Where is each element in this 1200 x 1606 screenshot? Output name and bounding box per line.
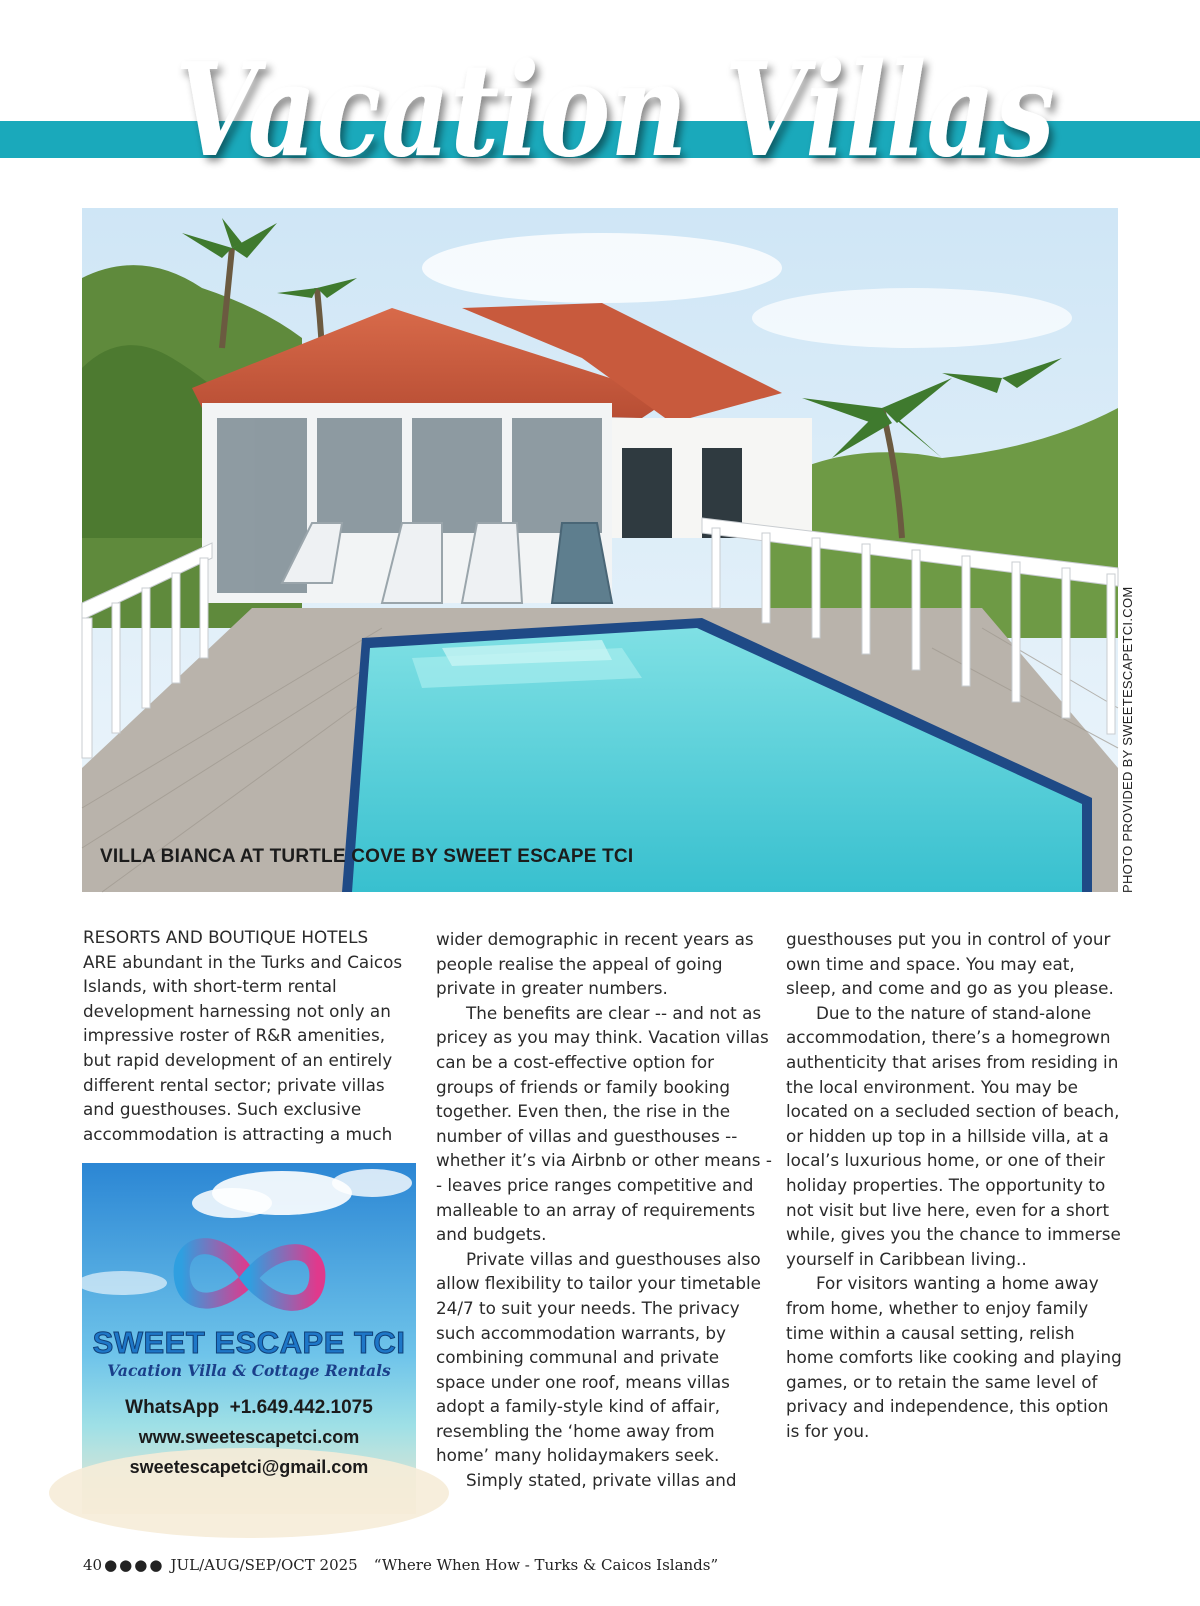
issue-date: JUL/AUG/SEP/OCT 2025: [170, 1556, 358, 1574]
article-column-2: [436, 927, 772, 1493]
paragraph: wider demographic in recent years as people realise the appeal of going private in greater numbers.: [436, 929, 754, 999]
paragraph: guesthouses put you in control of your own time and space. You may eat, sleep, and come and go as you please.: [786, 929, 1114, 999]
paragraph: RESORTS AND BOUTIQUE HOTELS ARE abundant in the Turks and Caicos Islands, with short-term rental development harnessing not only an impressive roster of R&R amenities, but rapid development of an entirely different rental sector; private villas and guesthouses. Such exclusive accommodation is attracting a much: [83, 927, 403, 1144]
ad-website: www.sweetescapetci.com: [138, 1427, 360, 1447]
paragraph: Due to the nature of stand-alone accommodation, there’s a homegrown authenticity that arises from residing in the local environment. You may be located on a secluded section of beach, or hidden up top in a hillside villa, at a local’s luxurious home, or one of their holiday properties. The opportunity to not visit but live here, even for a short while, gives you the chance to immerse yourself in Caribbean living..: [786, 1002, 1121, 1269]
ad-whatsapp: WhatsApp +1.649.442.1075: [125, 1397, 373, 1418]
villa-photo: [82, 208, 1118, 892]
ad-brand: SWEET ESCAPE TCI: [92, 1325, 406, 1360]
footer-dots-icon: ●●●●: [104, 1556, 165, 1574]
ad-email: sweetescapetci@gmail.com: [129, 1457, 369, 1477]
publication-name: “Where When How - Turks & Caicos Islands”: [373, 1556, 719, 1574]
page-title-text: Vacation Villas: [175, 36, 1055, 186]
sweet-escape-ad: [82, 1163, 416, 1514]
paragraph: The benefits are clear -- and not as pricey as you may think. Vacation villas can be a cost-effective option for groups of friends or family booking together. Even then, the rise in the number of villas and guesthouses -- whether it’s via Airbnb or other means -- leaves price ranges competitive and malleable to an array of requirements and budgets.: [436, 1002, 772, 1245]
paragraph: For visitors wanting a home away from home, whether to enjoy family time within a causal setting, relish home comforts like cooking and playing games, or to retain the same level of privacy and independence, this option is for you.: [786, 1273, 1122, 1441]
page-number: 40: [83, 1556, 103, 1574]
paragraph: Private villas and guesthouses also allow flexibility to tailor your timetable 24/7 to suit your needs. The privacy such accommodation warrants, by combining communal and private space under one roof, means villas adopt a family-style kind of affair, resembling the ‘home away from home’ many holidaymakers seek.: [436, 1248, 761, 1466]
photo-credit: PHOTO PROVIDED BY SWEETESCAPETCI.COM: [1120, 586, 1135, 893]
page-footer: [83, 1556, 718, 1574]
ad-tagline: Vacation Villa & Cottage Rentals: [107, 1361, 391, 1380]
paragraph: Simply stated, private villas and: [466, 1470, 737, 1491]
page-title: [160, 20, 1070, 190]
photo-caption: VILLA BIANCA AT TURTLE COVE BY SWEET ESCAPE TCI: [100, 846, 634, 867]
article-column-3: [786, 927, 1122, 1443]
article-column-1: [83, 925, 403, 1146]
